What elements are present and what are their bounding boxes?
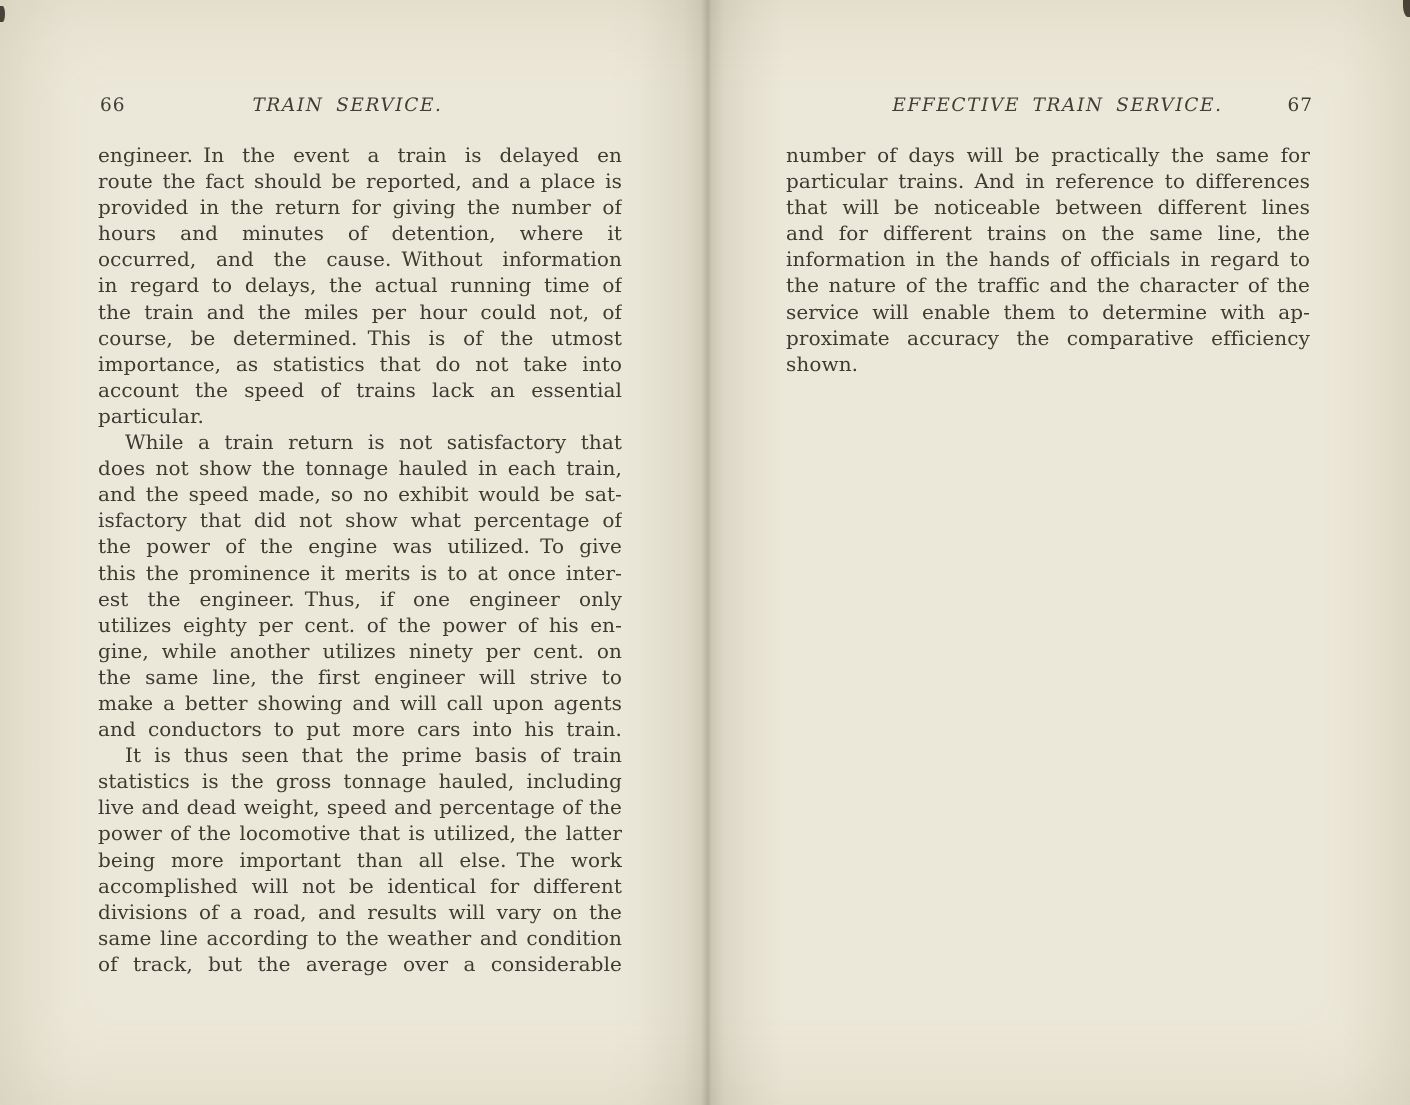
text-line: account the speed of trains lack an essential <box>98 377 622 402</box>
right-page-text <box>786 142 1310 377</box>
text-line: occurred, and the cause. Without information <box>98 247 622 272</box>
text-line: engineer. In the event a train is delayed en <box>98 143 622 167</box>
text-line: live and dead weight, speed and percentage of the <box>98 795 622 820</box>
text-line: accomplished will not be identical for different <box>98 873 622 898</box>
text-line: the nature of the traffic and the character of the <box>786 273 1310 298</box>
text-line: While a train return is not satisfactory that <box>125 430 622 455</box>
text-line: particular. <box>98 403 204 428</box>
left-page-header <box>0 95 705 119</box>
text-line: the train and the miles per hour could not, of <box>98 299 622 324</box>
left-page-text <box>98 142 622 977</box>
text-line: provided in the return for giving the number of <box>98 195 622 220</box>
text-line: particular trains. And in reference to differences <box>786 169 1310 194</box>
text-line: does not show the tonnage hauled in each train, <box>98 456 622 481</box>
running-head-right: EFFECTIVE TRAIN SERVICE. <box>892 95 1223 116</box>
text-line: and for different trains on the same line, the <box>786 221 1310 246</box>
text-line: importance, as statistics that do not take into <box>98 351 622 376</box>
text-line: the same line, the first engineer will strive to <box>98 664 622 689</box>
text-line: divisions of a road, and results will vary on the <box>98 899 622 924</box>
text-line: statistics is the gross tonnage hauled, including <box>98 769 622 794</box>
scan-artifact-top-right <box>1403 0 1410 17</box>
text-line: and conductors to put more cars into his train. <box>98 717 622 742</box>
text-line: hours and minutes of detention, where it <box>98 221 622 246</box>
text-line: that will be noticeable between different lines <box>786 195 1310 220</box>
page-number-right: 67 <box>1287 95 1313 116</box>
text-line: the power of the engine was utilized. To give <box>98 534 622 559</box>
text-line: service will enable them to determine with ap- <box>786 299 1310 324</box>
text-line: of track, but the average over a considerable <box>98 951 622 976</box>
text-line: make a better showing and will call upon agents <box>98 690 622 715</box>
text-line: est the engineer. Thus, if one engineer only <box>98 586 622 611</box>
text-line: It is thus seen that the prime basis of train <box>125 743 622 768</box>
scan-artifact-top-left <box>0 6 5 22</box>
text-line: route the fact should be reported, and a place is <box>98 169 622 194</box>
text-line: gine, while another utilizes ninety per cent. on <box>98 638 622 663</box>
page-number-left: 66 <box>100 95 126 116</box>
text-line: power of the locomotive that is utilized, the latter <box>98 821 622 846</box>
text-line: isfactory that did not show what percentage of <box>98 508 622 533</box>
right-page <box>705 0 1410 1105</box>
text-line: shown. <box>786 351 859 376</box>
text-line: proximate accuracy the comparative efficiency <box>786 325 1310 350</box>
running-head-left: TRAIN SERVICE. <box>252 95 443 116</box>
text-line: number of days will be practically the same for <box>786 143 1310 167</box>
right-page-header <box>705 95 1410 119</box>
text-line: same line according to the weather and condition <box>98 925 622 950</box>
text-line: being more important than all else. The work <box>98 847 622 872</box>
text-line: in regard to delays, the actual running time of <box>98 273 622 298</box>
text-line: course, be determined. This is of the utmost <box>98 325 622 350</box>
text-line: information in the hands of officials in regard to <box>786 247 1310 272</box>
text-line: utilizes eighty per cent. of the power of his en- <box>98 612 622 637</box>
text-line: this the prominence it merits is to at once inter- <box>98 560 622 585</box>
text-line: and the speed made, so no exhibit would be sat- <box>98 482 622 507</box>
